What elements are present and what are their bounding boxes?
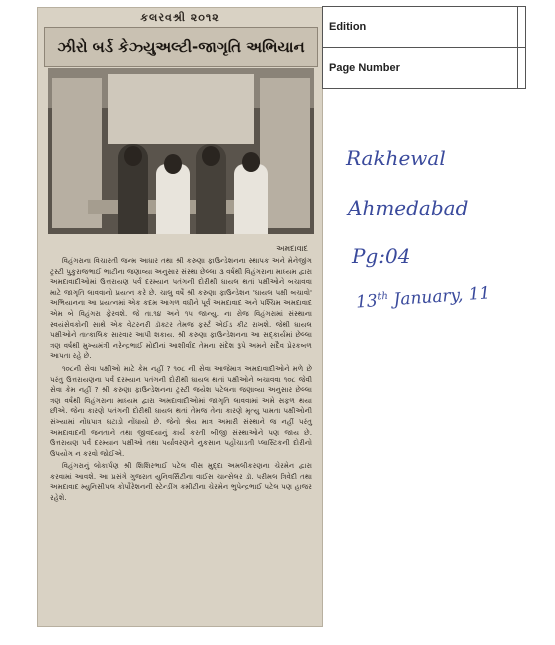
paragraph-3: વિહંગરાનું લોકાર્પણ શ્રી શિશિરભાઈ પટેલ વીસ મુદ્દા અમલીકરણના ચેરમેન દ્વારા કરવામાં આવશે. આ પ્રસંગે ગુજરાત યુનિવર્સિટીના વાઈસ ચાન્સેલર ડૉ. પરીમલ ત્રિવેદી તથા અમદાવાદ મ્યુનિસીપલ કોર્પોરેશનની સ્ટેન્ડીંગ કમીટીના ચેરમેન ભુપેન્દ્રભાઈ પટેલ પણ હાજર રહેશે. <box>50 461 312 503</box>
handwritten-date <box>355 283 490 312</box>
date-month: January, 11 <box>392 283 491 311</box>
news-photo <box>48 68 314 234</box>
newspaper-clipping <box>38 8 322 626</box>
dateline: અમદાવાદ <box>276 244 308 253</box>
date-day: 13 <box>355 291 379 313</box>
edition-label: Edition <box>323 7 518 48</box>
paragraph-1: વિહંગરાના વિચારતી જન્મ આધાર તથા શ્રી કરુણા ફાઉન્ડેશનના સ્થાપક અને મેનેજીંગ ટ્રસ્ટી પુકુરાજભાઈ ભાટીના જણાવ્યા અનુસાર સંસ્થા છેલ્લા ૩ વર્ષથી વિહંગરાના માધ્યમ દ્વારા અમદાવાદીઓમાં ઉત્તરાયણ પર્વ દરમ્યાન પતંગની દોરીથી ઘાયલ થતાં પક્ષીઓને બચાવવા માટે જાગૃતિ લાવવાનો પ્રયત્ન કરે છે. ચાલુ વર્ષે શ્રી કરુણા ફાઉન્ડેશન 'ઘાયલ પક્ષી બચાવો' અભિયાનના આ પ્રયત્નમાં એક કદમ આગળ વધીને પૂર્વ અમદાવાદ અને પશ્ચિમ અમદાવાદ એમ બે વિહંગરા ફેરવશે. જે તા.૧૪ અને ૧૫ જાન્યુ. ના રોજ વિહંગરામાં સંસ્થાના સ્વયંસેવકોની સાથે એક વેટરનરી ડૉક્ટર તેમજ ફર્સ્ટ એઈડ કીટ રાખશે. જેથી ઘાયલ પક્ષીઓને તાત્કાલિક સારવાર આપી શકાય. શ્રી કરુણા ફાઉન્ડેશનના આ સદ્કાર્યમાં છેલ્લા ત્રણ વર્ષથી મુખ્યમંત્રી નરેન્દ્રભાઈ મોદીનાં આશીર્વાદ તેમના સંદેશ રૂપે અમને સદૈવ પ્રેરકબળ આપતા રહે છે. <box>50 256 312 361</box>
handwritten-newspaper-name: Rakhewal <box>346 146 446 170</box>
article-body <box>50 256 312 506</box>
date-suffix: th <box>377 290 389 303</box>
handwritten-city: Ahmedabad <box>348 196 469 220</box>
metadata-box <box>322 6 526 89</box>
paragraph-2: ૧૦૮ની સેવા પક્ષીઓ માટે કેમ નહીં ? ૧૦૮ ની સેવા આજેમાત્ર અમદાવાદીઓને મળે છે પરંતુ ઉત્તરાયણના પર્વ દરમ્યાન પતંગની દોરીથી ઘાયલ થતાં પક્ષીઓને બચાવવા ૧૦૮ જેવી સેવા કેમ નહીં ? શ્રી કરુણા ફાઉન્ડેશનના ટ્રસ્ટી જયેશ પટેલના જણાવ્યા અનુસાર છેલ્લા ત્રણ વર્ષથી વિહંગરાના માધ્યમ દ્વારા અમદાવાદીઓમાં જાગૃતિ લાવવામાં અમે સફળ થયા છીએ. જેના કારણે પતંગની દોરીથી ઘાયલ થતાં તેમજ તેના કારણે મૃત્યુ પામતા પક્ષીઓની સંખ્યામાં નોંધપાત્ર ઘટાડો નોંધાયો છે. જેનો શ્રેય માત્ર અમારી સંસ્થાને જ નહીં પરંતુ અમદાવાદની જનતાને તથા જીવદયાનું કાર્ય કરતી બીજી સંસ્થાઓને પણ જાય છે. ઉત્તરાયણ પર્વ દરમ્યાન પક્ષીઓ તથા પર્યાવરણને નુકસાન પહોંચાડતી પ્લાસ્ટિકની દોરીનો ઉપયોગ ન કરવો જોઈએ. <box>50 363 312 458</box>
page-number-label: Page Number <box>323 48 518 89</box>
edition-value <box>518 7 526 48</box>
page-number-value <box>518 48 526 89</box>
headline: ઝીરો બર્ડ કેઝ્યુઅલ્ટી-જાગૃતિ અભિયાન <box>44 27 318 67</box>
handwritten-page: Pg:04 <box>352 244 411 268</box>
column-kicker: કલરવશ્રી ૨૦૧૨ <box>140 11 220 24</box>
